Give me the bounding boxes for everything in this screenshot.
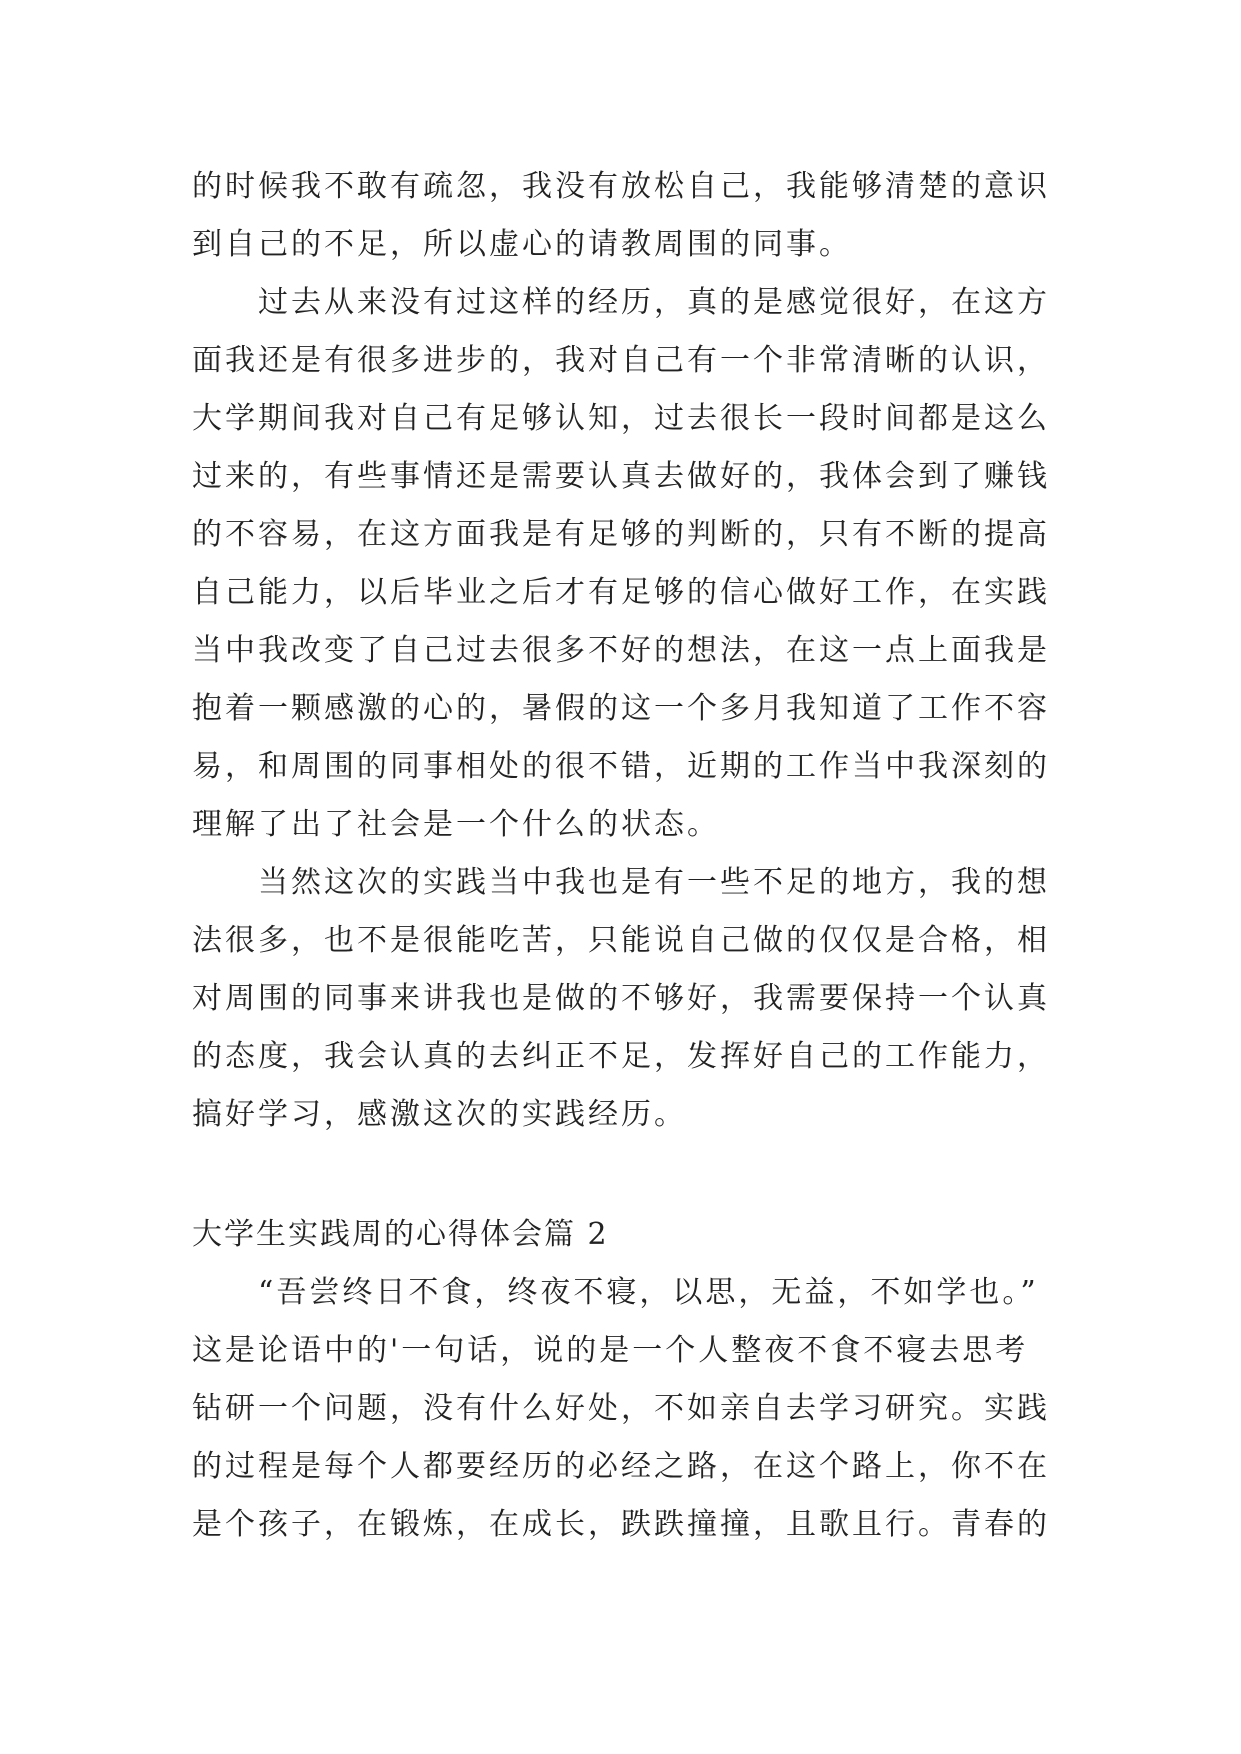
text-line: 理解了出了社会是一个什么的状态。 bbox=[192, 807, 720, 842]
text-line: 大学期间我对自己有足够认知，过去很长一段时间都是这么 bbox=[192, 401, 1050, 436]
text-line: 到自己的不足，所以虚心的请教周围的同事。 bbox=[192, 227, 852, 262]
paragraph-2 bbox=[192, 274, 1052, 854]
paragraph-4 bbox=[192, 1264, 1052, 1554]
text-line: 是个孩子，在锻炼，在成长，跌跌撞撞，且歌且行。青春的 bbox=[192, 1507, 1050, 1542]
text-line: 搞好学习，感激这次的实践经历。 bbox=[192, 1097, 687, 1132]
text-line: 抱着一颗感激的心的，暑假的这一个多月我知道了工作不容 bbox=[192, 691, 1050, 726]
text-line: 的时候我不敢有疏忽，我没有放松自己，我能够清楚的意识 bbox=[192, 169, 1050, 204]
text-line: 自己能力，以后毕业之后才有足够的信心做好工作，在实践 bbox=[192, 575, 1050, 610]
text-line: 当然这次的实践当中我也是有一些不足的地方，我的想 bbox=[192, 865, 1050, 900]
text-line: 钻研一个问题，没有什么好处，不如亲自去学习研究。实践 bbox=[192, 1391, 1050, 1426]
paragraph-1 bbox=[192, 158, 1052, 274]
text-line: 对周围的同事来讲我也是做的不够好，我需要保持一个认真 bbox=[192, 981, 1050, 1016]
text-line: 易，和周围的同事相处的很不错，近期的工作当中我深刻的 bbox=[192, 749, 1050, 784]
text-line: 当中我改变了自己过去很多不好的想法，在这一点上面我是 bbox=[192, 633, 1050, 668]
text-line: 的态度，我会认真的去纠正不足，发挥好自己的工作能力， bbox=[192, 1039, 1050, 1074]
text-line: 这是论语中的'一句话，说的是一个人整夜不食不寝去思考 bbox=[192, 1333, 1029, 1368]
text-line: 法很多，也不是很能吃苦，只能说自己做的仅仅是合格，相 bbox=[192, 923, 1050, 958]
text-line: 面我还是有很多进步的，我对自己有一个非常清晰的认识， bbox=[192, 343, 1050, 378]
section-heading: 大学生实践周的心得体会篇 2 bbox=[192, 1217, 609, 1252]
paragraph-3 bbox=[192, 854, 1052, 1144]
text-line: 的过程是每个人都要经历的必经之路，在这个路上，你不在 bbox=[192, 1449, 1050, 1484]
text-line: 过去从来没有过这样的经历，真的是感觉很好，在这方 bbox=[192, 285, 1050, 320]
text-line: 过来的，有些事情还是需要认真去做好的，我体会到了赚钱 bbox=[192, 459, 1050, 494]
text-line: 的不容易，在这方面我是有足够的判断的，只有不断的提高 bbox=[192, 517, 1050, 552]
text-line: “吾尝终日不食，终夜不寝，以思，无益，不如学也。” bbox=[192, 1275, 1039, 1310]
